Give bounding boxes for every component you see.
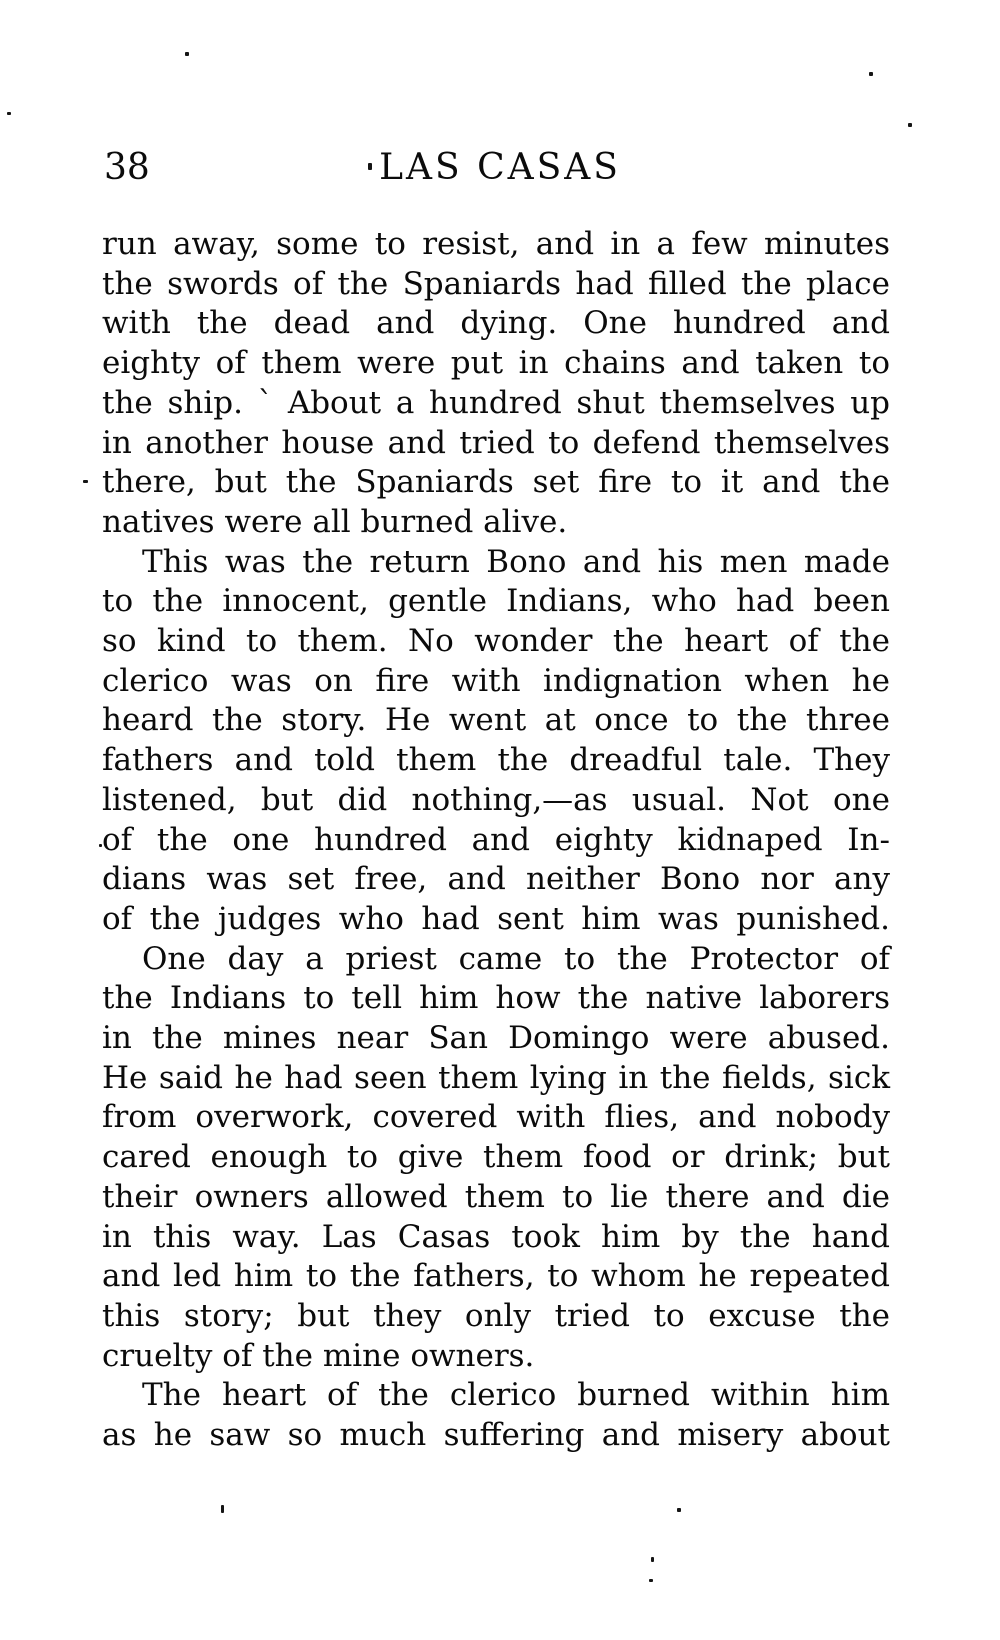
text-line: the ship. ` About a hundred shut themselves up (102, 384, 890, 421)
scan-speck (869, 72, 873, 76)
scan-speck (649, 1579, 653, 1582)
text-line: in the mines near San Domingo were abused. (102, 1020, 890, 1057)
text-line: so kind to them. No wonder the heart of the (102, 623, 890, 660)
scan-speck (7, 112, 11, 115)
text-line: in another house and tried to defend themselves (102, 424, 890, 461)
text-line: heard the story. He went at once to the three (102, 702, 890, 739)
text-block (102, 225, 890, 1456)
text-line: their owners allowed them to lie there and die (102, 1178, 890, 1215)
text-line: natives were all burned alive. (102, 503, 568, 540)
paragraph (102, 940, 890, 1377)
text-line: from overwork, covered with flies, and nobody (102, 1099, 890, 1136)
text-line: run away, some to resist, and in a few minutes (102, 226, 890, 262)
text-line: eighty of them were put in chains and taken to (102, 345, 890, 382)
scan-speck (185, 52, 189, 56)
text-line: cruelty of the mine owners. (102, 1337, 535, 1374)
page-header (0, 146, 1000, 190)
text-line: He said he had seen them lying in the fields, sick (102, 1059, 890, 1096)
text-line: as he saw so much suffering and misery about (102, 1417, 890, 1454)
scan-speck (368, 163, 372, 170)
paragraph (102, 1376, 890, 1455)
page-number: 38 (104, 147, 150, 188)
scan-speck (83, 480, 88, 483)
text-line: cared enough to give them food or drink; but (102, 1139, 890, 1176)
text-line: clerico was on fire with indignation when he (102, 662, 890, 699)
scan-speck (908, 123, 912, 127)
text-line: listened, but did nothing,—as usual. Not one (102, 781, 890, 818)
text-line: fathers and told them the dreadful tale. They (102, 742, 890, 779)
text-line: and led him to the fathers, to whom he repeated (102, 1258, 890, 1295)
text-line: the swords of the Spaniards had filled the place (102, 265, 890, 302)
paragraph (102, 225, 890, 543)
text-line: dians was set free, and neither Bono nor any (102, 861, 890, 898)
scan-speck (651, 1557, 654, 1562)
running-title: LAS CASAS (379, 147, 621, 188)
text-line: The heart of the clerico burned within him (142, 1377, 890, 1414)
paragraph (102, 543, 890, 940)
scan-speck (677, 1508, 681, 1512)
text-line: this story; but they only tried to excuse the (102, 1297, 890, 1334)
text-line: of the judges who had sent him was punished. (102, 900, 890, 937)
text-line: to the innocent, gentle Indians, who had been (102, 583, 890, 620)
text-line: of the one hundred and eighty kidnaped In- (102, 821, 890, 858)
text-line: with the dead and dying. One hundred and (102, 305, 890, 342)
text-line: One day a priest came to the Protector of (142, 940, 890, 977)
text-line: the Indians to tell him how the native laborers (102, 980, 890, 1017)
text-line: in this way. Las Casas took him by the hand (102, 1218, 890, 1255)
text-line: This was the return Bono and his men made (142, 543, 890, 580)
text-line: there, but the Spaniards set fire to it and the (102, 464, 890, 501)
scan-speck (221, 1505, 224, 1513)
scan-speck (99, 844, 102, 847)
